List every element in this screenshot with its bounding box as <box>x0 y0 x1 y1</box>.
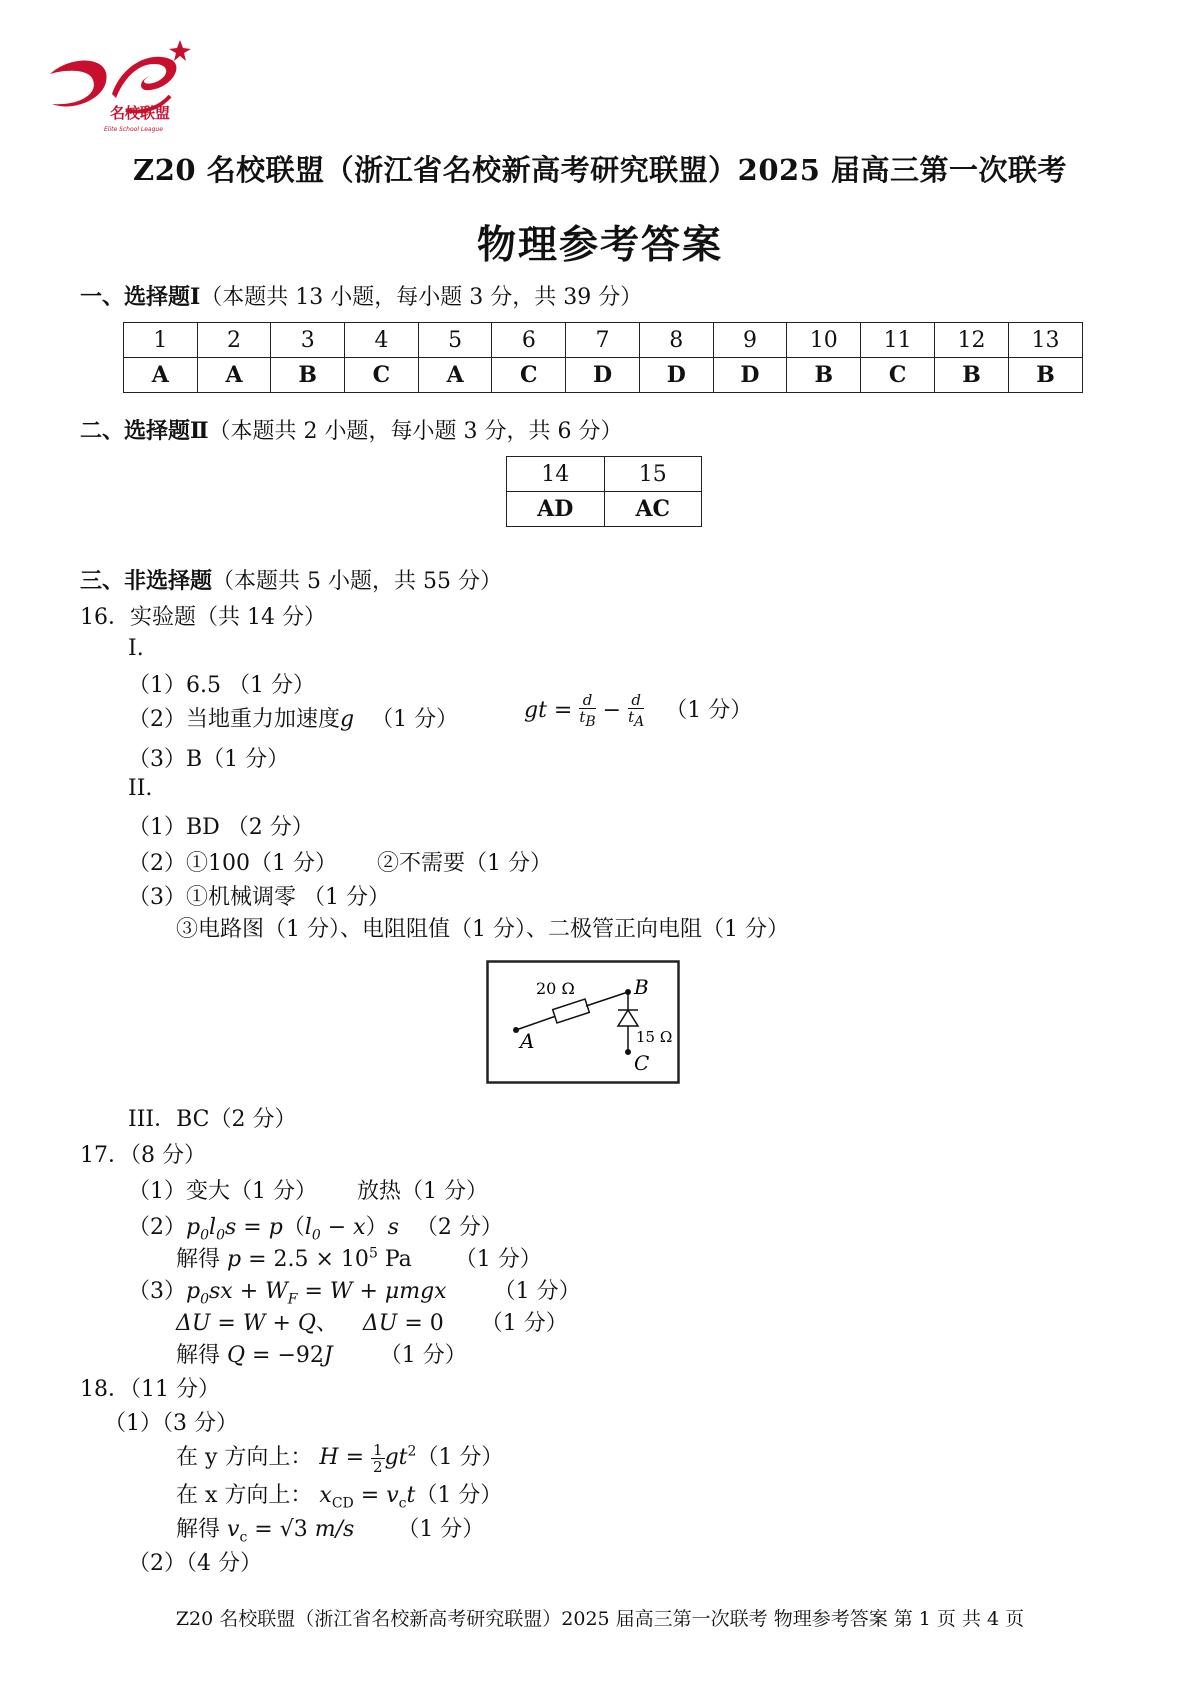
q17-line2: $(2)p_0l_0s = p(l_0 - x)s$ （2 分） <box>128 1215 503 1244</box>
section3-heading: 三、非选择题 <box>80 568 213 594</box>
q16-line4: （1）BD （2 分） <box>128 815 314 840</box>
label-r2: 15 Ω <box>636 1028 673 1046</box>
q17-line6-label: 解得 <box>176 1343 221 1368</box>
q18-line4: 解得 $v_c = √3$ m/s （1 分） <box>176 1517 485 1546</box>
label-b: B <box>634 975 649 999</box>
q17-line6: 解得 Q = −92J （1 分） <box>176 1343 467 1368</box>
q17-line5: ΔU = W + Q、 ΔU = 0 （1 分） <box>176 1311 568 1336</box>
q17-line1b: 放热（1 分） <box>357 1179 488 1204</box>
answer-cell: B <box>271 358 345 393</box>
section1-heading-line <box>80 280 642 311</box>
q16-line5a: （2）①100（1 分） <box>128 851 337 876</box>
answer-cell: A <box>418 358 492 393</box>
label-c: C <box>634 1051 650 1075</box>
question-number-cell: 6 <box>492 323 566 358</box>
q16-line7: ③电路图（1 分）、电阻阻值（1 分）、二极管正向电阻（1 分） <box>176 917 789 942</box>
section3-heading-line <box>80 564 502 595</box>
q16-line1: （1）6.5 （1 分） <box>128 673 315 698</box>
q16-part3: III．BC（2 分） <box>128 1107 297 1132</box>
q18-line3-label: 在 x 方向上： <box>176 1483 313 1508</box>
section3-note: （本题共 5 小题，共 55 分） <box>212 569 502 594</box>
terminal-a-dot <box>513 1027 519 1033</box>
q17-line6-score: （1 分） <box>379 1343 467 1368</box>
circuit-diagram <box>486 960 680 1084</box>
answer-cell: D <box>566 358 640 393</box>
q18-line1: （1）（3 分） <box>104 1411 238 1436</box>
question-number-cell: 9 <box>713 323 787 358</box>
answer-cell: AC <box>604 492 701 527</box>
q18-line3-score: （1 分） <box>415 1483 503 1508</box>
q17-line2-score: （2 分） <box>415 1215 503 1240</box>
q17-line4-score: （1 分） <box>493 1279 581 1304</box>
resistor-20-ohm <box>553 999 590 1023</box>
q17-line2-label: （2） <box>128 1215 186 1240</box>
question-number-cell: 1 <box>124 323 198 358</box>
answer-cell: B <box>935 358 1009 393</box>
q17-line3-score: （1 分） <box>454 1247 542 1272</box>
question-number-cell: 5 <box>418 323 492 358</box>
section1-heading: 一、选择题Ⅰ <box>80 284 201 310</box>
q18-line5: （2）（4 分） <box>128 1551 262 1576</box>
answer-cell: B <box>1008 358 1082 393</box>
page-title: Z20 名校联盟（浙江省名校新高考研究联盟）2025 届高三第一次联考 <box>133 153 1067 187</box>
answer-cell: C <box>861 358 935 393</box>
question-number-cell: 2 <box>197 323 271 358</box>
question-number-cell: 7 <box>566 323 640 358</box>
answer-cell: A <box>124 358 198 393</box>
diode-symbol <box>618 1010 638 1026</box>
answer-cell: AD <box>507 492 605 527</box>
question-number-cell: 8 <box>639 323 713 358</box>
page-footer: Z20 名校联盟（浙江省名校新高考研究联盟）2025 届高三第一次联考 物理参考答案 第 1 页 共 4 页 <box>175 1608 1025 1630</box>
q18-line3: 在 x 方向上： $x_{CD} = v_ct(1$ 分） <box>176 1483 503 1512</box>
answer-cell: A <box>197 358 271 393</box>
answer-table-2 <box>506 456 702 527</box>
page-subtitle: 物理参考答案 <box>476 223 723 268</box>
q16-formula-score: （1 分） <box>665 698 753 723</box>
q17-line4: $(3)p_0sx + W_F = W + \mu mgx$ （1 分） <box>128 1279 581 1308</box>
terminal-c-dot <box>625 1049 631 1055</box>
logo-text: 名校联盟 <box>110 104 171 122</box>
q17-line5-score: （1 分） <box>480 1311 568 1336</box>
logo-subtext: Elite School League <box>104 126 163 133</box>
q17-line4-label: （3） <box>128 1279 186 1304</box>
question-number-cell: 13 <box>1008 323 1082 358</box>
label-a: A <box>520 1029 535 1053</box>
q16-formula: gt = $\frac{d}{t_B}$ − $\frac{d}{t_A}$ （1 分） <box>524 691 753 730</box>
q18-line4-label: 解得 <box>176 1517 221 1542</box>
question-number-cell: 10 <box>787 323 861 358</box>
q16-line5 <box>128 846 552 877</box>
answer-cell: D <box>639 358 713 393</box>
q17-line1 <box>128 1174 488 1205</box>
section1-note: （本题共 13 小题，每小题 3 分，共 39 分） <box>200 285 643 310</box>
section2-note: （本题共 2 小题，每小题 3 分，共 6 分） <box>208 419 623 444</box>
answer-table-1 <box>123 322 1083 393</box>
q18-line2-score: （1 分） <box>416 1445 504 1470</box>
q17-line3: 解得 $p = 2.5 \times 10^5$ Pa （1 分） <box>176 1245 542 1272</box>
q16-part1: I. <box>128 636 144 661</box>
answer-cell: B <box>787 358 861 393</box>
q16-line5b: ②不需要（1 分） <box>376 851 552 876</box>
q16-line2-text: （2）当地重力加速度 <box>128 707 340 732</box>
q18-title: 18．（11 分） <box>80 1377 220 1402</box>
q18-line2-label: 在 y 方向上： <box>176 1445 313 1470</box>
school-league-logo <box>42 34 202 134</box>
answer-cell: D <box>713 358 787 393</box>
answer-cell: C <box>492 358 566 393</box>
q18-line4-score: （1 分） <box>397 1517 485 1542</box>
q16-line2-score: （1 分） <box>371 707 459 732</box>
section2-heading: 二、选择题Ⅱ <box>80 418 209 444</box>
question-number-cell: 3 <box>271 323 345 358</box>
q17-title: 17．（8 分） <box>80 1143 206 1168</box>
q16-line2: （2）当地重力加速度g （1 分） <box>128 707 459 732</box>
question-number-cell: 11 <box>861 323 935 358</box>
question-number-cell: 12 <box>935 323 1009 358</box>
q16-line6: （3）①机械调零 （1 分） <box>128 885 390 910</box>
question-number-cell: 14 <box>507 457 605 492</box>
q17-line1a: （1）变大（1 分） <box>128 1179 317 1204</box>
q16-title: 16．实验题（共 14 分） <box>80 605 326 630</box>
q17-line3-label: 解得 <box>176 1247 221 1272</box>
question-number-cell: 15 <box>604 457 701 492</box>
q18-line2: 在 y 方向上： H = $\frac{1}{2}$ $gt^2(1$ 分） <box>176 1440 504 1476</box>
label-r1: 20 Ω <box>536 979 575 998</box>
section2-heading-line <box>80 414 623 445</box>
q16-line3: （3）B（1 分） <box>128 747 290 772</box>
answer-cell: C <box>345 358 419 393</box>
question-number-cell: 4 <box>345 323 419 358</box>
q16-part2: II. <box>128 776 153 801</box>
